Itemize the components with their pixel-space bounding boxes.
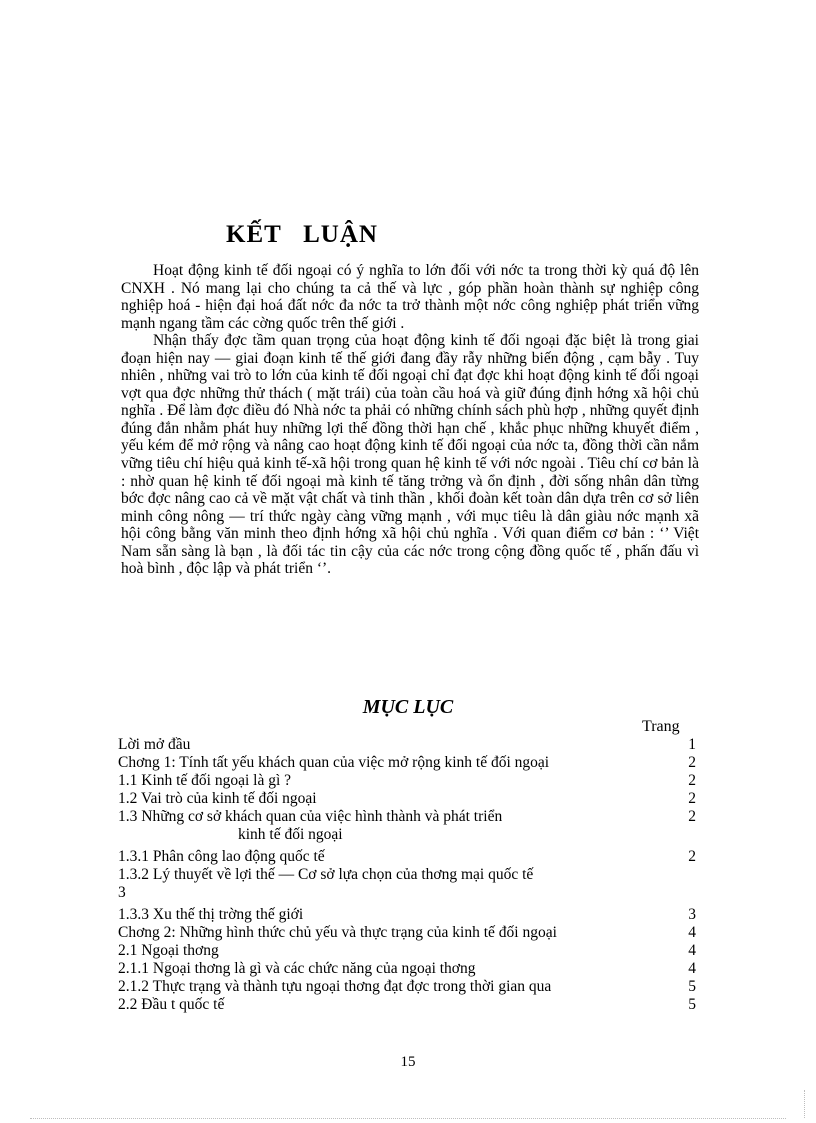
toc-entry[interactable] — [118, 848, 696, 866]
toc-entry-label: 1.2 Vai trò của kinh tế đối ngoại — [118, 790, 317, 807]
toc-entry-page: 2 — [688, 790, 696, 807]
toc-entry[interactable] — [118, 736, 696, 754]
page-corner-border — [804, 1090, 805, 1118]
toc-entry-label: 1.3 Những cơ sở khách quan của việc hình thành và phát triển — [118, 808, 503, 825]
toc-entry-label: Chơng 1: Tính tất yếu khách quan của việc mở rộng kinh tế đối ngoại — [118, 754, 550, 771]
toc-entry-label: 2.2 Đầu t quốc tế — [118, 996, 225, 1013]
toc-entry-page: 3 — [688, 906, 696, 923]
toc-entry-page: 4 — [688, 924, 696, 941]
toc-entry[interactable] — [118, 808, 696, 826]
toc-entry[interactable] — [118, 924, 696, 942]
toc-entry-label: 1.3.1 Phân công lao động quốc tế — [118, 848, 325, 865]
toc-entry[interactable] — [118, 790, 696, 808]
page-title: KẾT LUẬN — [226, 221, 378, 248]
toc-entry-label: Lời mở đầu — [118, 736, 191, 753]
toc-entry[interactable] — [118, 960, 696, 978]
toc-entry[interactable] — [118, 978, 696, 996]
toc-entry-page: 5 — [688, 978, 696, 995]
conclusion-body — [121, 262, 699, 578]
toc-entry-label: 3 — [118, 884, 126, 901]
toc-entry-label: Chơng 2: Những hình thức chủ yếu và thực trạng của kinh tế đối ngoại — [118, 924, 557, 941]
toc-entry-continuation[interactable] — [118, 826, 696, 844]
toc-page-column-header: Trang — [642, 718, 680, 735]
toc-entry-page: 2 — [688, 772, 696, 789]
toc-entry-label: 1.3.3 Xu thế thị trờng thế giới — [118, 906, 304, 923]
toc-entry[interactable] — [118, 754, 696, 772]
toc-entry-wrapped-page — [118, 884, 696, 902]
toc-entry-page: 5 — [688, 996, 696, 1013]
toc-entry[interactable] — [118, 866, 696, 884]
paragraph: Nhận thấy đợc tầm quan trọng của hoạt động kinh tế đối ngoại đặc biệt là trong giai đoạn hiện nay — giai đoạn kinh tế thế giới đang đầy rẫy những biến động , cạm bẫy . Tuy nhiên , những vai trò to lớn của kinh tế đối ngoại chỉ đạt đợc khi hoạt động kinh tế đối ngoại vợt qua đợc những thử thách ( mặt trái) của toàn cầu hoá và giữ đúng định hớng xã hội chủ nghĩa . Để làm đợc điều đó Nhà nớc ta phải có những chính sách phù hợp , những quyết định đúng đắn nhằm phát huy những lợi thế đồng thời hạn chế , khắc phục những khuyết điểm , yếu kém để mở rộng và nâng cao hoạt động kinh tế đối ngoại của nớc ta, đồng thời cần nắm vững tiêu chí hiệu quả kinh tế-xã hội trong quan hệ kinh tế với nớc ngoài . Tiêu chí cơ bản là : nhờ quan hệ kinh tế đối ngoại mà kinh tế tăng trởng và ổn định , đời sống nhân dân từng bớc đợc nâng cao cả về mặt vật chất và tinh thần , khối đoàn kết toàn dân dựa trên cơ sở liên minh công nông — trí thức ngày càng vững mạnh , với mục tiêu là dân giàu nớc mạnh xã hội công bằng văn minh theo định hớng xã hội chủ nghĩa . Với quan điểm cơ bản : ‘’ Việt Nam sẵn sàng là bạn , là đối tác tin cậy của các nớc trong cộng đồng quốc tế , phấn đấu vì hoà bình , độc lập và phát triển ‘’. — [121, 332, 699, 578]
toc-entry-page — [688, 866, 696, 884]
page-number: 15 — [400, 1054, 416, 1070]
toc-entry-label: 1.3.2 Lý thuyết về lợi thế — Cơ sở lựa chọn của thơng mại quốc tế — [118, 866, 534, 883]
toc-heading: MỤC LỤC — [362, 696, 454, 718]
toc-entry-label: 2.1.2 Thực trạng và thành tựu ngoại thơng đạt đợc trong thời gian qua — [118, 978, 552, 995]
toc-entry-page: 4 — [688, 960, 696, 977]
toc-entry[interactable] — [118, 996, 696, 1014]
toc-entry[interactable] — [118, 906, 696, 924]
toc-entry[interactable] — [118, 942, 696, 960]
toc-entry-label: 2.1.1 Ngoại thơng là gì và các chức năng của ngoại thơng — [118, 960, 476, 977]
toc-entry-label: 1.1 Kinh tế đối ngoại là gì ? — [118, 772, 292, 789]
toc-entry-page — [688, 884, 696, 902]
toc-entry-page: 2 — [688, 808, 696, 825]
toc-entry-page: 4 — [688, 942, 696, 959]
toc-entry-page: 2 — [688, 754, 696, 771]
paragraph: Hoạt động kinh tế đối ngoại có ý nghĩa to lớn đối với nớc ta trong thời kỳ quá độ lên CNXH . Nó mang lại cho chúng ta cả thế và lực , góp phần hoàn thành sự nghiệp công nghiệp hoá - hiện đại hoá đất nớc đa nớc ta trở thành một nớc công nghiệp phát triển vững mạnh ngang tầm các cờng quốc trên thế giới . — [121, 262, 699, 332]
page-bottom-border — [30, 1118, 786, 1119]
toc-entry-page: 2 — [688, 848, 696, 865]
toc-entry-label: 2.1 Ngoại thơng — [118, 942, 219, 959]
toc-entry-label: kinh tế đối ngoại — [238, 826, 343, 843]
toc-entry-page: 1 — [688, 736, 696, 753]
table-of-contents — [118, 736, 696, 1014]
toc-entry[interactable] — [118, 772, 696, 790]
toc-entry-page — [688, 826, 696, 844]
